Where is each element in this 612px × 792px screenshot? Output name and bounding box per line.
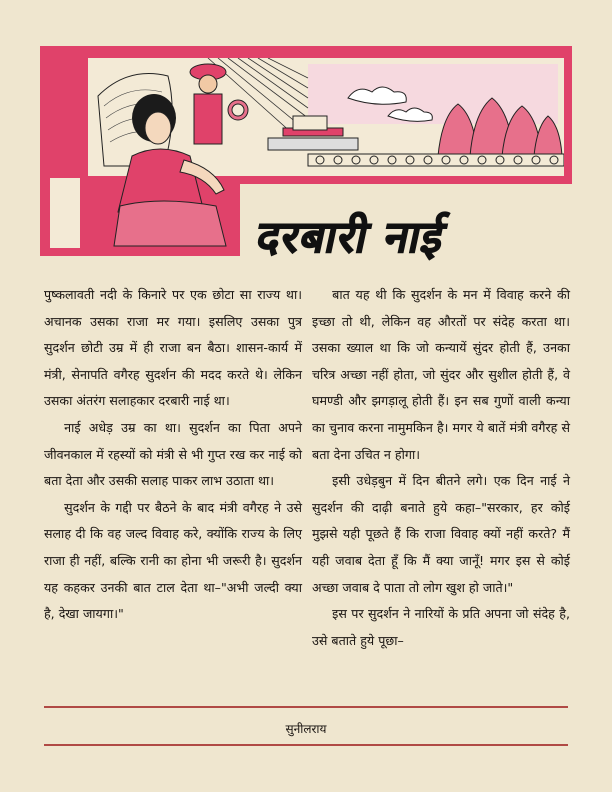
right-column (312, 282, 570, 654)
queen-figure (92, 56, 262, 252)
paragraph-2: नाई अधेड़ उम्र का था। सुदर्शन का पिता अपने जीवनकाल में रहस्यों को मंत्री से भी गुप्त रख कर नाई को बता देता और उसकी सलाह पाकर लाभ उठाता था। (44, 419, 302, 489)
ornament-pillar (50, 178, 80, 248)
paragraph-3: सुदर्शन के गद्दी पर बैठने के बाद मंत्री वगैरह ने उसे सलाह दी कि वह जल्द विवाह करे, क्योंकि राज्य के लिए राजा ही नहीं, बल्कि रानी का होना भी जरूरी है। सुदर्शन यह कहकर उनकी बात टाल देता था–"अभी जल्दी क्या है, देखा जायगा।" (44, 499, 302, 622)
footer-rule-top (44, 706, 568, 708)
left-column (44, 282, 302, 628)
footer-rule-bottom (44, 744, 568, 746)
story-title: दरबारी नाई (252, 212, 450, 263)
paragraph-1: पुष्कलावती नदी के किनारे पर एक छोटा सा राज्य था। अचानक उसका राजा मर गया। इसलिए उसका पुत्र सुदर्शन छोटी उम्र में ही राजा बन बैठा। शासन-कार्य में मंत्री, सेनापति वगैरह सुदर्शन की मदद करते थे। लेकिन उसका अंतरंग सलाहकार दरबारी नाई था। (44, 287, 302, 409)
queen-figure-drawing (92, 56, 262, 252)
paragraph-4: बात यह थी कि सुदर्शन के मन में विवाह करने की इच्छा तो थी, लेकिन वह औरतों पर संदेह करता था। उसका ख्याल था कि जो कन्यायें सुंदर होती हैं, उनका चरित्र अच्छा नहीं होता, जो सुंदर और सुशील होती हैं, वे घमण्डी और झगड़ालू होती हैं। इन सब गुणों वाली कन्या का चुनाव करना नामुमकिन है। मगर ये बातें मंत्री वगैरह से बता देना उचित न होगा। (312, 287, 570, 462)
paragraph-6: इस पर सुदर्शन ने नारियों के प्रति अपना जो संदेह है, उसे बताते हुये पूछा– (312, 606, 570, 648)
author-credit: सुनीलराय (285, 722, 327, 736)
paragraph-5: इसी उधेड़बुन में दिन बीतने लगे। एक दिन नाई ने सुदर्शन की दाढ़ी बनाते हुये कहा–"सरकार, हर कोई मुझसे यही पूछते हैं कि राजा विवाह क्यों नहीं करते? मैं यही जवाब देता हूँ कि मैं क्या जानूँ! मगर इस से कोई अच्छा जवाब दे पाता तो लोग खुश हो जाते।" (312, 473, 570, 595)
